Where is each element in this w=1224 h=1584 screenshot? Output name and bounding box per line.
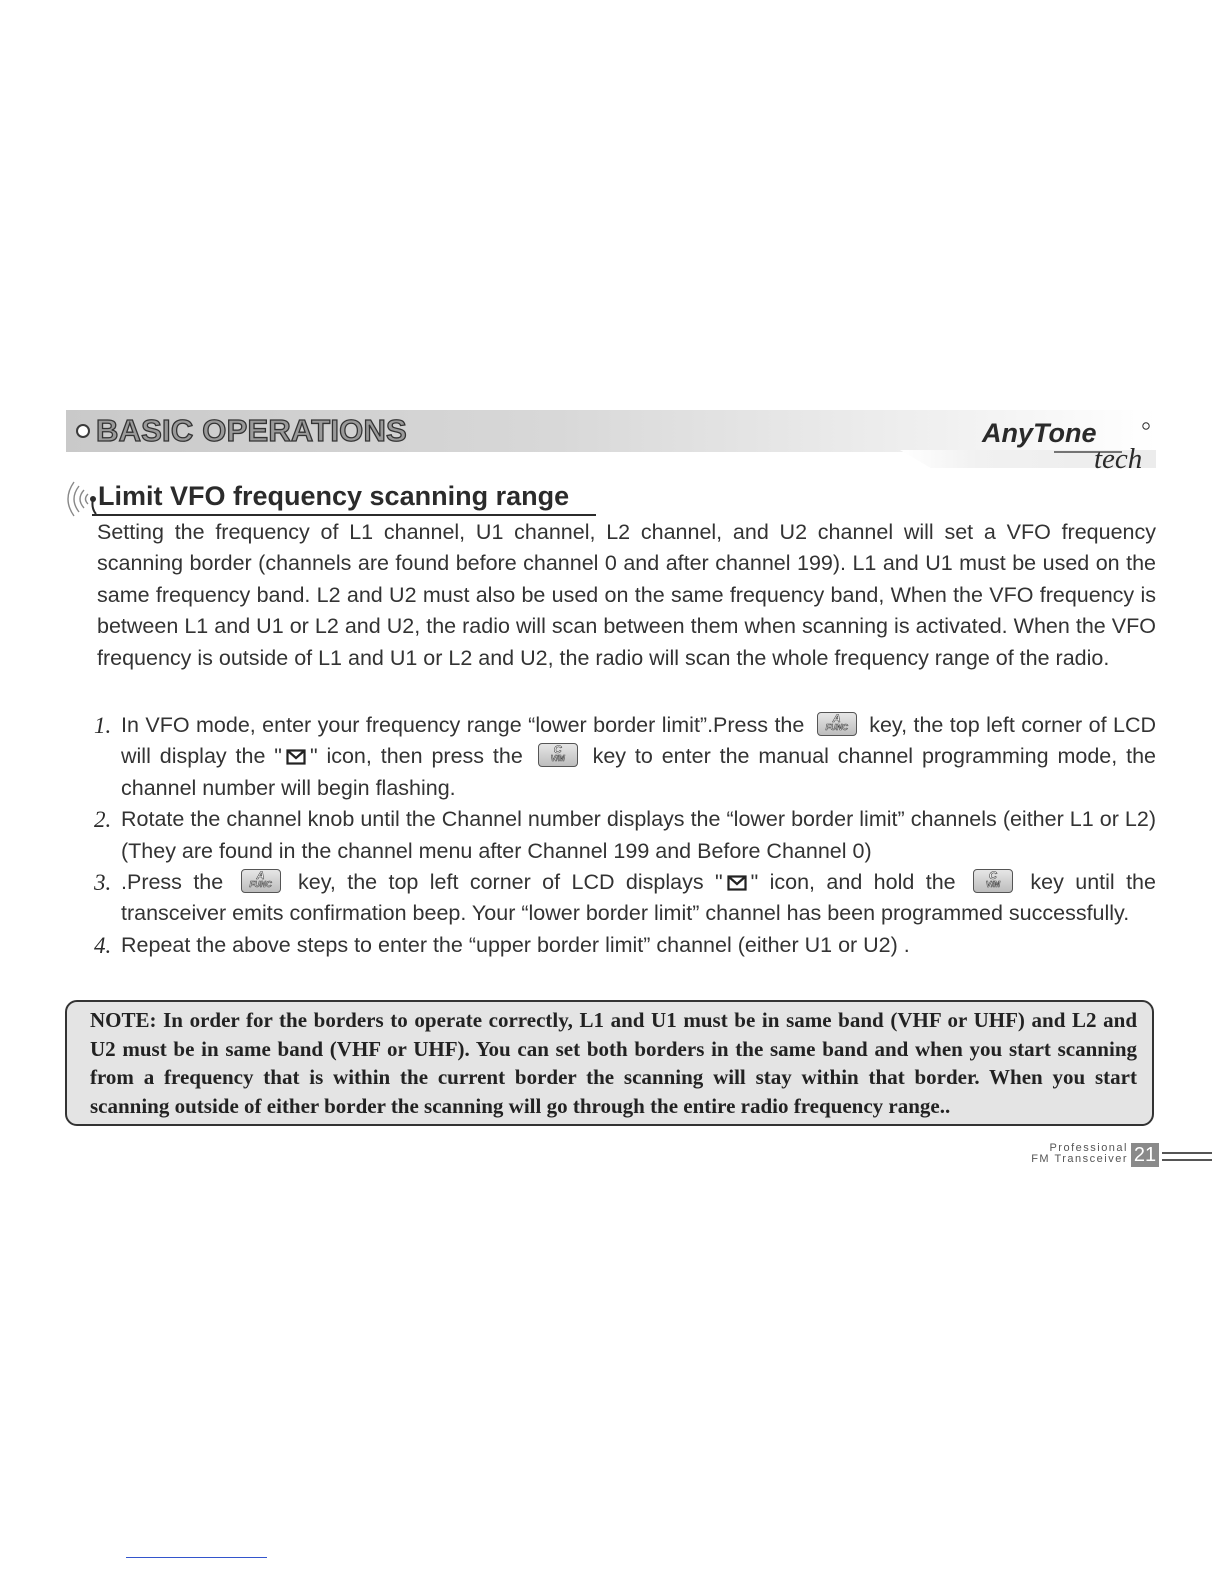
step-text: In VFO mode, enter your frequency range “lower border limit”.Press the — [121, 713, 805, 737]
footer-label-line2: FM Transceiver — [1031, 1153, 1128, 1165]
step-text: " icon, and hold the — [750, 870, 956, 895]
note-text: NOTE: In order for the borders to operate correctly, L1 and U1 must be in same band (VHF or UHF) and L2 and U2 must be in same band (VHF or UHF). You can set both borders in the same band and when you start scanning from a frequency that is within the current border the scanning will stay within that border. When you start scanning outside of either border the scanning will go through the entire radio frequency range.. — [90, 1008, 1137, 1119]
step-text: key until the transceiver emits confirmation beep. Your “lower border limit” channel has been programmed successfully. — [121, 870, 1156, 926]
page-number: 21 — [1131, 1143, 1159, 1167]
func-key-icon: A FUNC — [241, 869, 281, 893]
envelope-icon — [286, 749, 306, 765]
step-text: Rotate the channel knob until the Channel number displays the “lower border limit” channels (either L1 or L2) (They are found in the channel menu after Channel 199 and Before Channel 0) — [121, 807, 1156, 863]
step-text: " icon, then press the — [309, 744, 523, 769]
steps-list — [94, 710, 1156, 961]
envelope-icon — [727, 875, 747, 891]
step-1 — [94, 710, 1156, 804]
step-2 — [94, 804, 1156, 867]
footer-rule — [1162, 1152, 1212, 1154]
step-number: 2. — [94, 807, 112, 833]
step-text: key to enter the manual channel programming mode, the channel number will begin flashing. — [121, 744, 1156, 800]
section-bullet-icon — [76, 424, 90, 438]
step-text: Repeat the above steps to enter the “upper border limit” channel (either U1 or U2) . — [121, 932, 910, 957]
step-text: key, the top left corner of LCD displays " — [298, 870, 723, 895]
step-4 — [94, 930, 1156, 961]
link-underline — [126, 1557, 267, 1558]
footer-label-line1: Professional — [1049, 1142, 1128, 1154]
logo-subtext: tech — [1094, 443, 1143, 474]
vm-key-icon: C V/M — [538, 743, 578, 767]
heading-underline — [92, 514, 596, 516]
intro-paragraph: Setting the frequency of L1 channel, U1 channel, L2 channel, and U2 channel will set a VFO frequency scanning border (channels are found before channel 0 and after channel 199). L1 and U1 must be used on the same frequency band. L2 and U2 must also be used on the same frequency band, When the VFO frequency is between L1 and U1 or L2 and U2, the radio will scan between them when scanning is activated. When the VFO frequency is outside of L1 and U1 or L2 and U2, the radio will scan the whole frequency range of the radio. — [97, 520, 1156, 670]
step-number: 3. — [94, 870, 112, 896]
section-title: BASIC OPERATIONS — [96, 413, 407, 448]
subsection-heading: Limit VFO frequency scanning range — [98, 481, 570, 511]
anytone-tech-logo — [976, 412, 1158, 474]
step-3 — [94, 867, 1156, 930]
footer-label — [1031, 1143, 1128, 1165]
func-key-icon: A FUNC — [817, 712, 857, 736]
footer-rule — [1162, 1159, 1212, 1161]
step-text: key, the top left corner of LCD will display the " — [121, 713, 1156, 769]
step-number: 1. — [94, 713, 112, 738]
step-number: 4. — [94, 932, 112, 958]
vm-key-icon: C V/M — [973, 869, 1013, 893]
step-text: .Press the — [121, 870, 224, 895]
logo-text: AnyTone — [982, 418, 1097, 448]
